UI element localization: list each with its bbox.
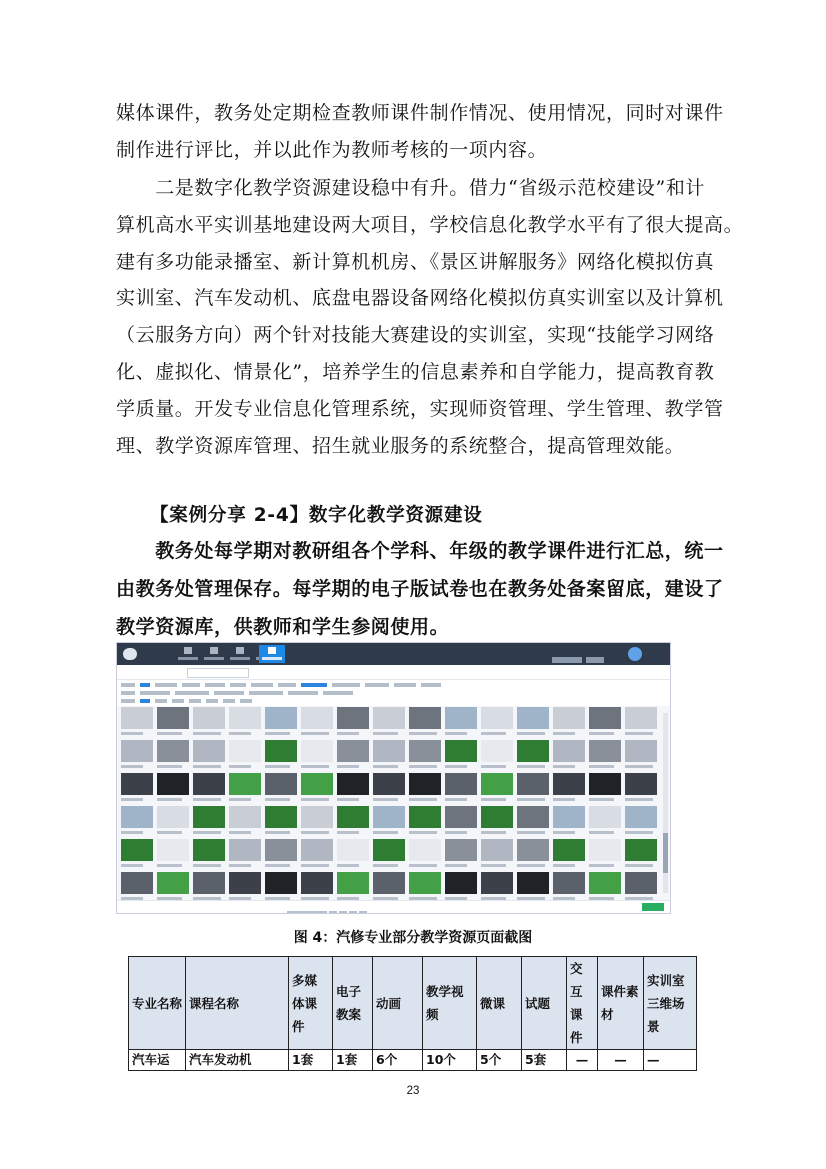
thumbnail-caption (337, 765, 359, 768)
table-header-row (129, 957, 697, 1050)
text-line: 媒体课件，教务处定期检查教师课件制作情况、使用情况，同时对课件 (116, 102, 724, 124)
resource-thumbnail (553, 806, 585, 828)
thumbnail-caption (481, 798, 506, 801)
resource-thumbnail (373, 707, 405, 729)
thumbnail-caption (337, 864, 359, 867)
thumbnail-caption (553, 831, 575, 834)
resource-thumbnail (409, 740, 441, 762)
resource-screenshot-figure (116, 642, 671, 914)
thumbnail-caption (625, 765, 653, 768)
avatar (628, 647, 642, 661)
text-line: 二是数字化教学资源建设稳中有升。借力“省级示范校建设”和计 (116, 177, 706, 199)
thumbnail-caption (445, 831, 467, 834)
figure-caption: 图 4：汽修专业部分教学资源页面截图 (293, 930, 533, 946)
resource-thumbnail (553, 773, 585, 795)
resource-thumbnail (589, 839, 621, 861)
thumbnail-caption (409, 798, 437, 801)
table-cell: — (567, 1050, 598, 1071)
text-line: 化、虚拟化、情景化”，培养学生的信息素养和自学能力，提高教育教 (116, 360, 715, 383)
resource-thumbnail (193, 806, 225, 828)
resource-thumbnail (373, 839, 405, 861)
thumbnail-caption (373, 765, 398, 768)
resource-thumbnail (229, 740, 261, 762)
thumbnail-caption (157, 864, 182, 867)
thumbnail-caption (229, 798, 251, 801)
nav-tab-active-icon (259, 645, 285, 663)
thumbnail-caption (481, 831, 506, 834)
resource-thumbnail (301, 707, 333, 729)
table-cell: 汽车运 (129, 1050, 186, 1071)
resource-thumbnail (337, 707, 369, 729)
resource-thumbnail (625, 773, 657, 795)
header-cell: 教学视频 (423, 957, 477, 1050)
resource-thumbnail (481, 839, 513, 861)
thumbnail-caption (193, 798, 221, 801)
thumbnail-caption (337, 798, 359, 801)
header-cell: 课程名称 (186, 957, 289, 1050)
thumbnail-caption (409, 765, 437, 768)
text-line: 教学资源库，供教师和学生参阅使用。 (116, 616, 450, 638)
thumbnail-caption (193, 864, 221, 867)
text-line: 算机高水平实训基地建设两大项目，学校信息化教学水平有了很大提高。 (116, 213, 744, 236)
paragraph-1 (116, 95, 724, 169)
thumbnail-caption (553, 732, 575, 735)
thumbnail-caption (481, 864, 506, 867)
thumbnail-caption (445, 732, 467, 735)
resource-thumbnail (517, 839, 549, 861)
resource-thumbnail (265, 839, 297, 861)
thumbnail-caption (301, 732, 329, 735)
text-line: 制作进行评比，并以此作为教师考核的一项内容。 (116, 138, 548, 161)
resource-thumbnail (625, 872, 657, 894)
thumbnail-caption (121, 732, 143, 735)
header-cell: 多媒体课件 (289, 957, 333, 1050)
resource-thumbnail (301, 872, 333, 894)
case-paragraph (116, 532, 724, 646)
thumbnail-caption (517, 864, 545, 867)
table-cell: 5个 (477, 1050, 522, 1071)
resource-thumbnail (193, 740, 225, 762)
resource-thumbnail (517, 806, 549, 828)
thumbnail-caption (553, 864, 575, 867)
thumbnail-caption (301, 831, 329, 834)
paragraph-2 (116, 170, 744, 464)
thumbnail-caption (157, 831, 182, 834)
resource-thumbnail (517, 773, 549, 795)
header-cell: 微课 (477, 957, 522, 1050)
thumbnail-caption (157, 732, 182, 735)
table-cell: 汽车发动机 (186, 1050, 289, 1071)
resource-thumbnail (193, 707, 225, 729)
header-cell: 交互课件 (567, 957, 598, 1050)
resource-thumbnail (337, 806, 369, 828)
pagination-bar (117, 900, 670, 913)
thumbnail-caption (265, 798, 290, 801)
thumbnail-caption (121, 798, 143, 801)
thumbnail-caption (229, 831, 251, 834)
resource-thumbnail (121, 839, 153, 861)
resource-thumbnail (157, 773, 189, 795)
thumbnail-caption (625, 864, 653, 867)
resource-thumbnail (481, 707, 513, 729)
cloud-logo-icon (123, 648, 137, 660)
app-topbar (117, 643, 670, 665)
resource-thumbnail (409, 839, 441, 861)
resource-thumbnail (337, 773, 369, 795)
thumbnail-caption (193, 732, 221, 735)
table-row (129, 1050, 697, 1071)
search-row (117, 665, 670, 680)
thumbnail-caption (121, 831, 143, 834)
resource-thumbnail (229, 707, 261, 729)
download-button (642, 903, 664, 911)
resource-thumbnail (157, 707, 189, 729)
table-cell: 1套 (289, 1050, 333, 1071)
resource-thumbnail (445, 806, 477, 828)
resource-thumbnail (589, 740, 621, 762)
resource-thumbnail (157, 740, 189, 762)
resource-thumbnail (481, 773, 513, 795)
resource-thumbnail (157, 872, 189, 894)
text-line: 建有多功能录播室、新计算机机房、《景区讲解服务》网络化模拟仿真 (116, 250, 715, 273)
resource-thumbnail (193, 872, 225, 894)
table-cell: — (644, 1050, 697, 1071)
resource-thumbnail (481, 740, 513, 762)
thumbnail-caption (409, 732, 437, 735)
resource-thumbnail (265, 740, 297, 762)
text-line: 实训室、汽车发动机、底盘电器设备网络化模拟仿真实训室以及计算机 (116, 287, 724, 310)
table-cell: 5套 (522, 1050, 567, 1071)
thumbnail-caption (517, 732, 545, 735)
resource-thumbnail (121, 773, 153, 795)
thumbnail-caption (301, 864, 329, 867)
resource-thumbnail (445, 773, 477, 795)
resource-thumbnail (373, 872, 405, 894)
resource-thumbnail (121, 872, 153, 894)
header-cell: 试题 (522, 957, 567, 1050)
resource-thumbnail (589, 773, 621, 795)
thumbnail-caption (445, 864, 467, 867)
resource-thumbnail (157, 806, 189, 828)
thumbnail-caption (445, 798, 467, 801)
thumbnail-caption (373, 831, 398, 834)
text-line: 学质量。开发专业信息化管理系统，实现师资管理、学生管理、教学管 (116, 397, 724, 420)
thumbnail-caption (121, 864, 143, 867)
thumbnail-caption (481, 765, 506, 768)
thumbnail-caption (301, 765, 329, 768)
resource-thumbnail (445, 707, 477, 729)
resource-thumbnail (265, 806, 297, 828)
resource-thumbnail (373, 806, 405, 828)
thumbnail-caption (265, 864, 290, 867)
resource-thumbnail (121, 806, 153, 828)
resource-thumbnail (553, 839, 585, 861)
header-cell: 电子教案 (333, 957, 373, 1050)
resource-thumbnail (229, 839, 261, 861)
nav-tab-icon (175, 645, 201, 663)
thumbnail-caption (517, 798, 545, 801)
resource-thumbnail (193, 839, 225, 861)
thumbnail-caption (337, 732, 359, 735)
thumbnail-caption (445, 765, 467, 768)
resource-thumbnail (625, 707, 657, 729)
thumbnail-caption (625, 798, 653, 801)
thumbnail-caption (481, 732, 506, 735)
thumbnail-grid (121, 707, 661, 903)
resource-thumbnail (553, 872, 585, 894)
table-cell: 1套 (333, 1050, 373, 1071)
filter-panel (117, 680, 670, 706)
scrollbar (663, 713, 668, 893)
thumbnail-caption (265, 765, 290, 768)
thumbnail-caption (589, 732, 614, 735)
table-cell: 10个 (423, 1050, 477, 1071)
thumbnail-caption (157, 798, 182, 801)
thumbnail-caption (265, 831, 290, 834)
resource-thumbnail (517, 872, 549, 894)
text-line: 由教务处管理保存。每学期的电子版试卷也在教务处备案留底，建设了 (116, 578, 724, 600)
nav-tab-icon (227, 645, 253, 663)
text-line: 教务处每学期对教研组各个学科、年级的教学课件进行汇总，统一 (116, 540, 724, 562)
resource-thumbnail (409, 707, 441, 729)
text-line: 理、教学资源库管理、招生就业服务的系统整合，提高管理效能。 (116, 434, 685, 457)
header-cell: 动画 (373, 957, 423, 1050)
resource-thumbnail (301, 806, 333, 828)
resource-thumbnail (481, 806, 513, 828)
thumbnail-caption (589, 831, 614, 834)
resource-thumbnail (517, 707, 549, 729)
resource-thumbnail (445, 839, 477, 861)
resource-thumbnail (373, 773, 405, 795)
thumbnail-caption (517, 765, 545, 768)
nav-tab-icon (201, 645, 227, 663)
resource-thumbnail (373, 740, 405, 762)
thumbnail-caption (121, 765, 143, 768)
resource-thumbnail (553, 707, 585, 729)
case-title: 【案例分享 2-4】数字化教学资源建设 (150, 505, 483, 526)
resource-thumbnail (517, 740, 549, 762)
thumbnail-caption (157, 765, 182, 768)
search-box (187, 668, 249, 678)
resource-thumbnail (409, 872, 441, 894)
text-line: （云服务方向）两个针对技能大赛建设的实训室，实现“技能学习网络 (116, 324, 715, 347)
thumbnail-caption (553, 798, 575, 801)
header-cell: 专业名称 (129, 957, 186, 1050)
thumbnail-caption (193, 831, 221, 834)
thumbnail-caption (589, 798, 614, 801)
table-cell: — (598, 1050, 644, 1071)
thumbnail-caption (517, 831, 545, 834)
thumbnail-caption (373, 732, 398, 735)
thumbnail-caption (553, 765, 575, 768)
resource-thumbnail (445, 872, 477, 894)
resource-thumbnail (625, 806, 657, 828)
resource-thumbnail (229, 773, 261, 795)
resource-thumbnail (589, 806, 621, 828)
thumbnail-caption (337, 831, 359, 834)
resource-thumbnail (553, 740, 585, 762)
resource-thumbnail (301, 839, 333, 861)
resource-thumbnail (445, 740, 477, 762)
resource-thumbnail (301, 773, 333, 795)
thumbnail-caption (373, 864, 398, 867)
resource-thumbnail (409, 773, 441, 795)
resource-thumbnail (625, 740, 657, 762)
resource-table (128, 956, 697, 1071)
thumbnail-caption (193, 765, 221, 768)
resource-thumbnail (265, 773, 297, 795)
resource-thumbnail (229, 806, 261, 828)
resource-thumbnail (481, 872, 513, 894)
page-number: 23 (406, 1085, 420, 1097)
thumbnail-caption (301, 798, 329, 801)
resource-thumbnail (337, 839, 369, 861)
resource-thumbnail (337, 872, 369, 894)
thumbnail-caption (625, 831, 653, 834)
resource-thumbnail (301, 740, 333, 762)
thumbnail-caption (409, 831, 437, 834)
resource-thumbnail (193, 773, 225, 795)
thumbnail-caption (373, 798, 398, 801)
resource-thumbnail (625, 839, 657, 861)
thumbnail-caption (229, 765, 251, 768)
thumbnail-caption (265, 732, 290, 735)
thumbnail-caption (229, 732, 251, 735)
thumbnail-caption (409, 864, 437, 867)
resource-thumbnail (265, 872, 297, 894)
resource-thumbnail (337, 740, 369, 762)
resource-thumbnail (121, 740, 153, 762)
header-cell: 课件素材 (598, 957, 644, 1050)
resource-thumbnail (265, 707, 297, 729)
resource-thumbnail (409, 806, 441, 828)
thumbnail-caption (589, 864, 614, 867)
resource-thumbnail (589, 872, 621, 894)
thumbnail-caption (589, 765, 614, 768)
resource-thumbnail (229, 872, 261, 894)
thumbnail-caption (625, 732, 653, 735)
header-cell: 实训室三维场景 (644, 957, 697, 1050)
resource-thumbnail (121, 707, 153, 729)
thumbnail-caption (229, 864, 251, 867)
resource-thumbnail (589, 707, 621, 729)
resource-thumbnail (157, 839, 189, 861)
table-cell: 6个 (373, 1050, 423, 1071)
